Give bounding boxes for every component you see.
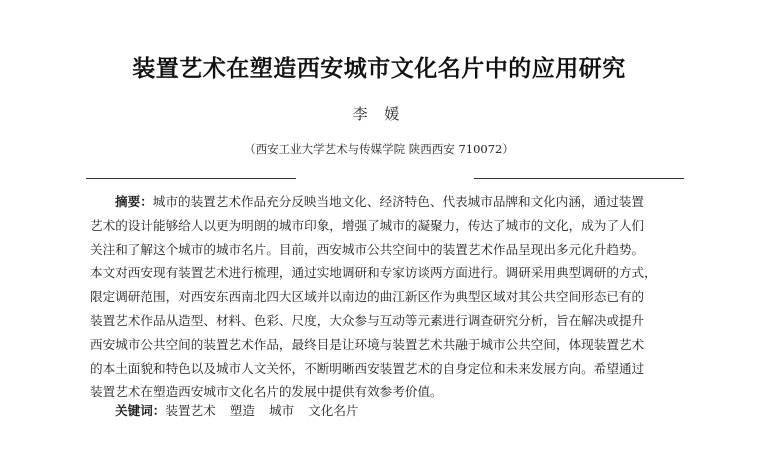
author-name: 李 媛 [352, 105, 406, 123]
abstract-label: 摘要： [115, 194, 153, 209]
keywords-label: 关键词： [115, 403, 166, 418]
abstract-line-3: 关注和了解这个城市的城市名片。目前，西安城市公共空间中的装置艺术作品呈现出多元化升趋势。 [90, 241, 645, 257]
author-affiliation: （西安工业大学艺术与传媒学院 陕西西安 710072） [244, 142, 514, 156]
abstract-text: 城市的装置艺术作品充分反映当地文化、经济特色、代表城市品牌和文化内涵，通过装置 [152, 194, 644, 209]
paper-title: 装置艺术在塑造西安城市文化名片中的应用研究 [132, 56, 626, 82]
abstract-line-9: 装置艺术在塑造西安城市文化名片的发展中提供有效参考价值。 [90, 384, 443, 400]
abstract-line-2: 艺术的设计能够给人以更为明朗的城市印象，增强了城市的凝聚力，传达了城市的文化，成为了人们 [90, 217, 645, 233]
abstract-block [90, 190, 690, 404]
keywords-block [115, 399, 373, 422]
keyword-item: 城市 [268, 403, 295, 418]
abstract-line-7: 西安城市公共空间的装置艺术作品，最终目是让环境与装置艺术共融于城市公共空间，体现装置艺术 [90, 336, 645, 352]
divider-right [474, 178, 684, 179]
keyword-item: 文化名片 [308, 403, 359, 418]
abstract-line-6: 装置艺术作品从造型、材料、色彩、尺度，大众参与互动等元素进行调查研究分析，旨在解决或提升 [90, 312, 645, 328]
abstract-line-4: 本文对西安现有装置艺术进行梳理，通过实地调研和专家访谈两方面进行。调研采用典型调研的方式， [90, 265, 657, 281]
keyword-item: 塑造 [229, 403, 255, 418]
keyword-item: 装置艺术 [165, 403, 216, 418]
abstract-line-5: 限定调研范围，对西安东西南北四大区域并以南边的曲江新区作为典型区域对其公共空间形态已有的 [90, 289, 645, 305]
abstract-line-8: 的本土面貌和特色以及城市人文关怀，不断明晰西安装置艺术的自身定位和未来发展方向。希望通过 [90, 360, 645, 376]
divider-left [86, 178, 296, 179]
abstract-line-1 [90, 190, 690, 214]
